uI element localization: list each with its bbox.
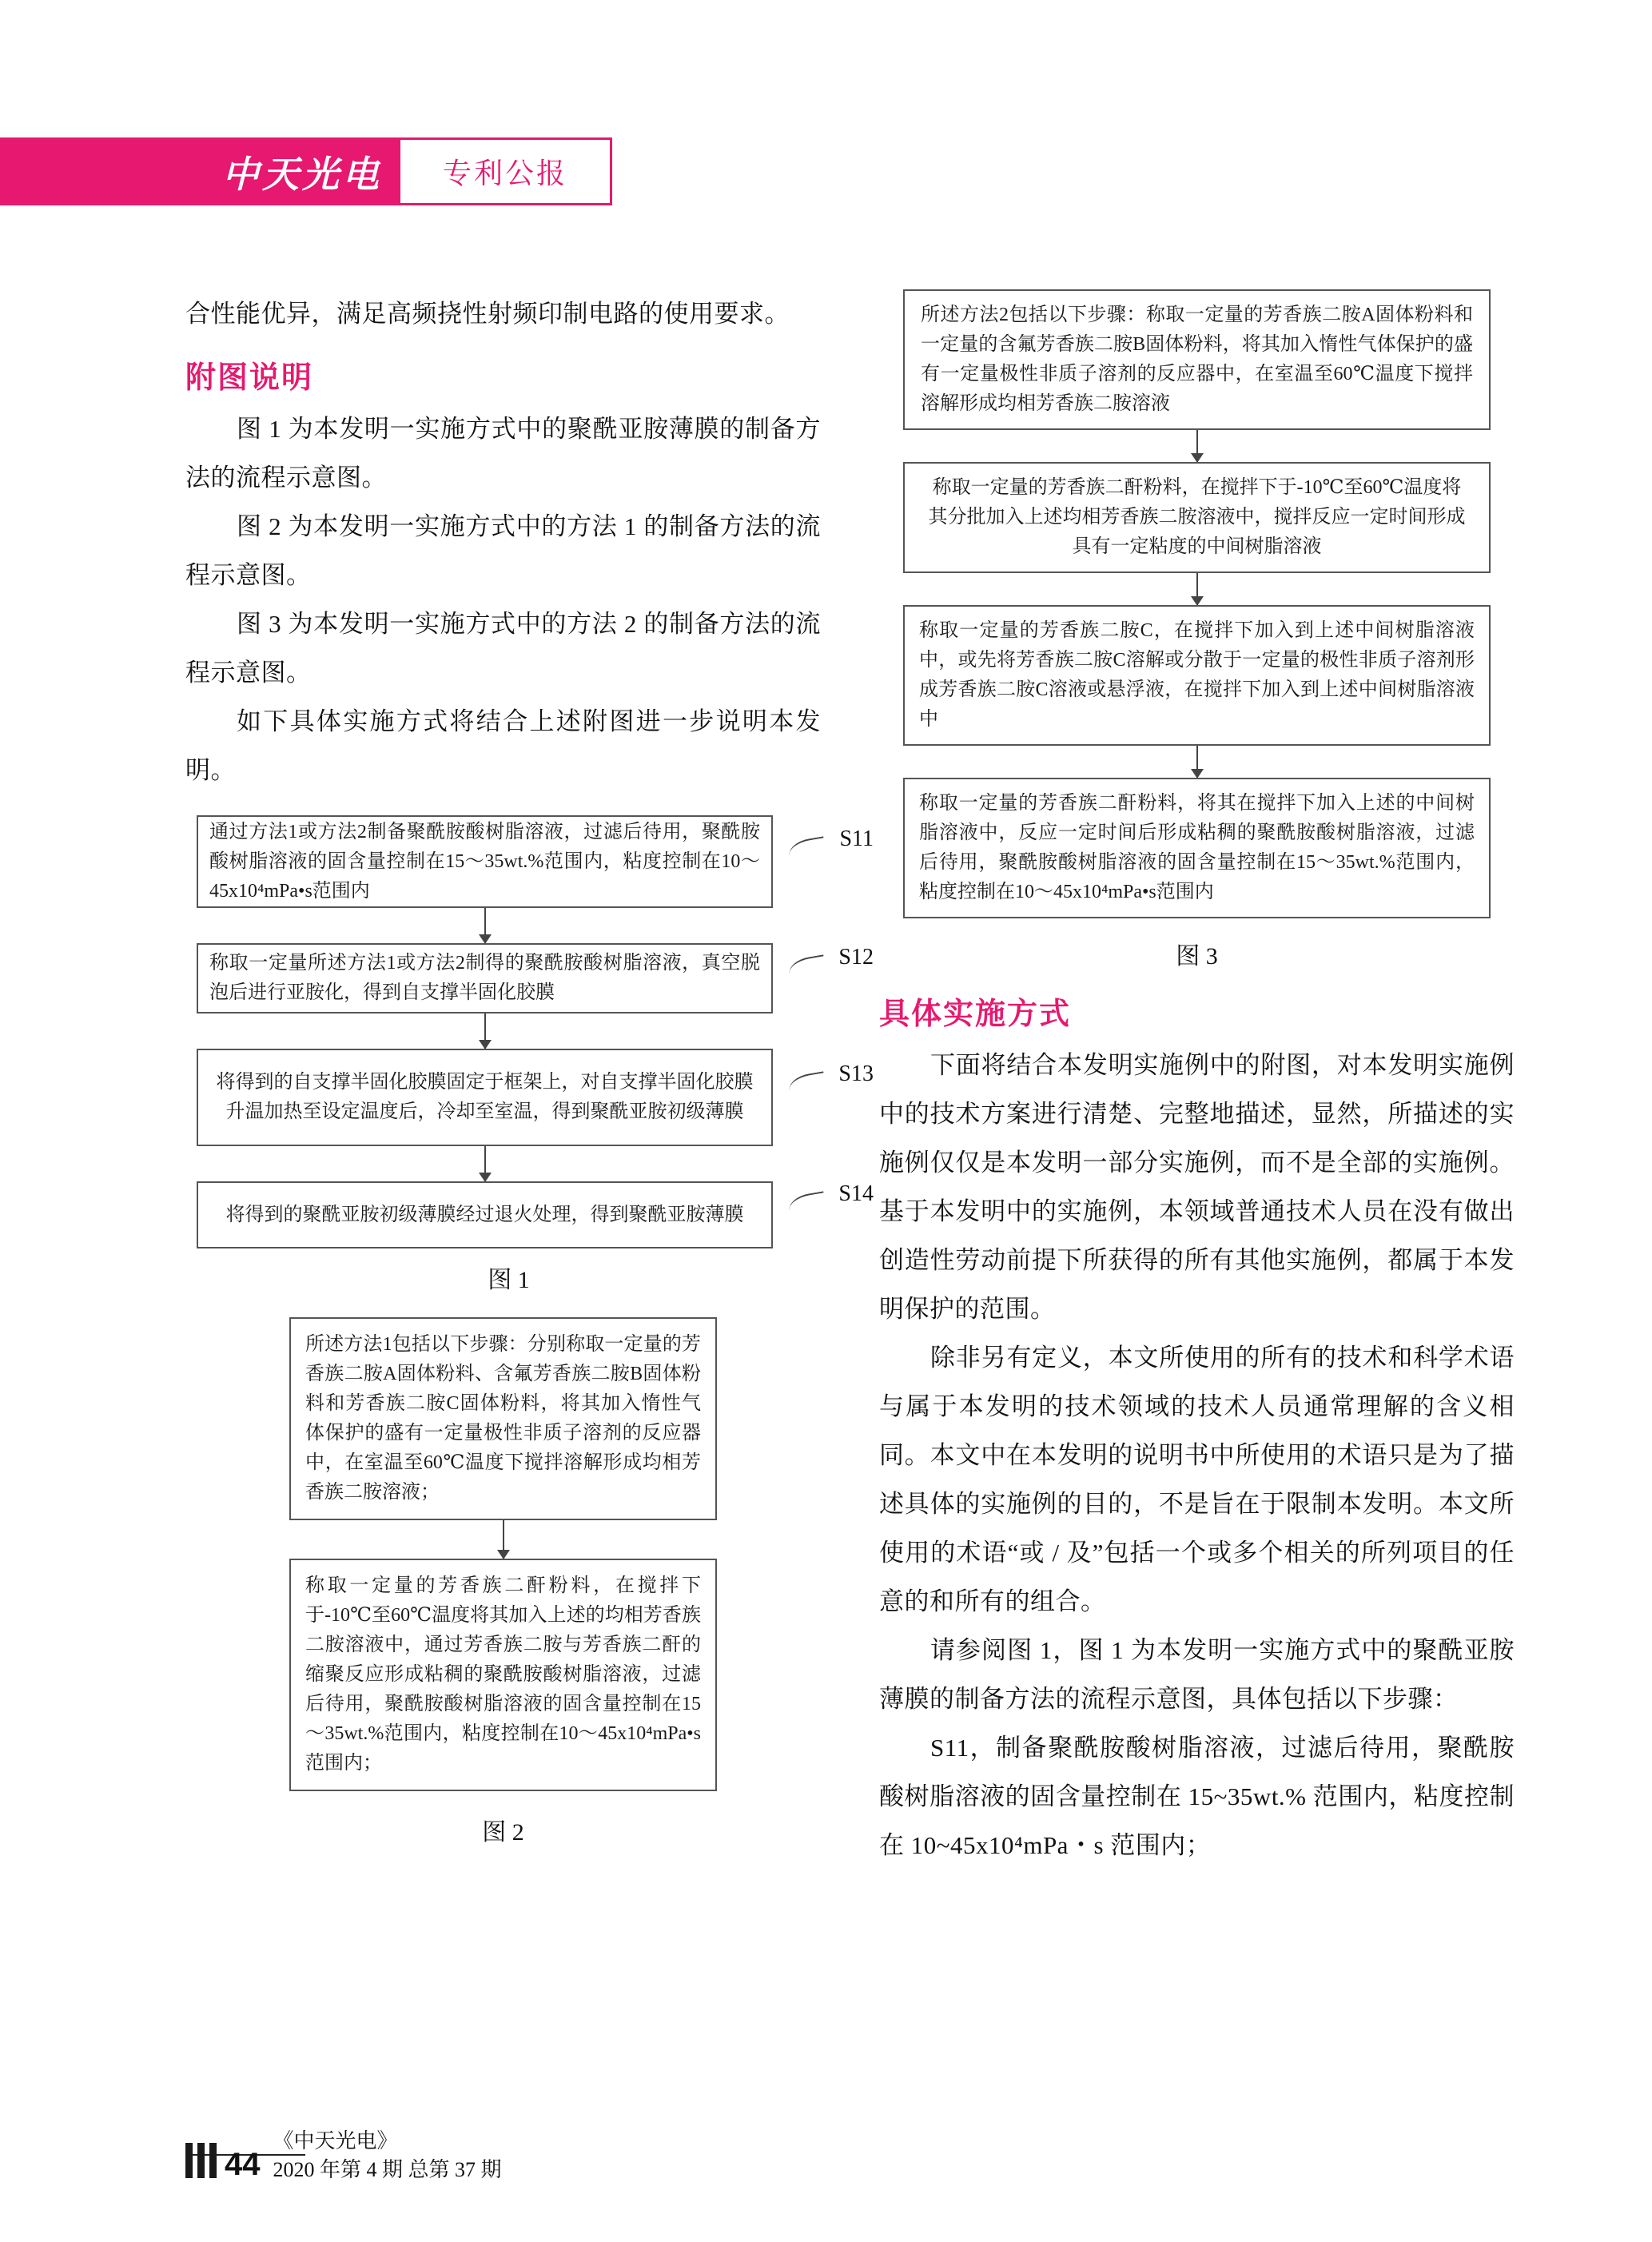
leader-line-s11 bbox=[787, 836, 827, 865]
flow-arrow bbox=[1196, 573, 1198, 605]
figure3-step-1 bbox=[903, 289, 1491, 430]
figure1-step-s12 bbox=[197, 943, 773, 1013]
page-footer bbox=[185, 2127, 502, 2184]
leader-line-s14 bbox=[787, 1191, 827, 1220]
footer-journal-name: 《中天光电》 bbox=[273, 2129, 398, 2152]
figure1-step-s13-text: 将得到的自支撑半固化胶膜固定于框架上，对自支撑半固化胶膜升温加热至设定温度后，冷却至室温，得到聚酰亚胺初级薄膜 bbox=[216, 1072, 754, 1122]
figure1-step-s14 bbox=[197, 1181, 773, 1248]
figure1-step-s14-text: 将得到的聚酰亚胺初级薄膜经过退火处理，得到聚酰亚胺薄膜 bbox=[225, 1204, 744, 1225]
figure3-step-2 bbox=[903, 462, 1491, 573]
figure1-step-s11 bbox=[197, 815, 773, 908]
figure-2 bbox=[185, 1317, 821, 1847]
footer-bars-decoration bbox=[185, 2143, 217, 2184]
left-column bbox=[185, 289, 874, 1847]
figure3-step-2-text: 称取一定量的芳香族二酐粉料，在搅拌下于-10℃至60℃温度将其分批加入上述均相芳香族二胺溶液中，搅拌反应一定时间形成具有一定粘度的中间树脂溶液 bbox=[928, 477, 1466, 557]
flow-arrow bbox=[503, 1520, 504, 1559]
embodiment-paragraph-4: S11，制备聚酰胺酸树脂溶液，过滤后待用，聚酰胺酸树脂溶液的固含量控制在 15~35wt.% 范围内，粘度控制在 10~45x10⁴mPa・s 范围内； bbox=[879, 1734, 1515, 1859]
figure3-step-1-text: 所述方法2包括以下步骤：称取一定量的芳香族二胺A固体粉料和一定量的含氟芳香族二胺B固体粉料，将其加入惰性气体保护的盛有一定量极性非质子溶剂的反应器中，在室温至60℃温度下搅拌溶解形成均相芳香族二胺溶液 bbox=[921, 305, 1473, 414]
figure3-step-4 bbox=[903, 778, 1491, 918]
brand-band bbox=[0, 137, 400, 205]
figure3-step-3 bbox=[903, 605, 1491, 746]
flow-arrow bbox=[1196, 746, 1198, 778]
section-heading-embodiments: 具体实施方式 bbox=[879, 998, 1072, 1031]
flow-arrow bbox=[484, 1013, 486, 1049]
figure2-step-1 bbox=[289, 1317, 717, 1520]
embodiment-paragraph-2: 除非另有定义，本文所使用的所有的技术和科学术语与属于本发明的技术领域的技术人员通常理解的含义相同。本文中在本发明的说明书中所使用的术语只是为了描述具体的实施例的目的，不是旨在于限制本发明。本文所使用的术语“或 / 及”包括一个或多个相关的所列项目的任意的和所有的组合。 bbox=[879, 1344, 1515, 1615]
flow-arrow bbox=[484, 908, 486, 943]
figure1-caption: 图 1 bbox=[488, 1267, 530, 1293]
figure3-step-3-text: 称取一定量的芳香族二胺C，在搅拌下加入到上述中间树脂溶液中，或先将芳香族二胺C溶解或分散于一定量的极性非质子溶剂形成芳香族二胺C溶液或悬浮液，在搅拌下加入到上述中间树脂溶液中 bbox=[919, 620, 1475, 730]
figure1-step-s12-text: 称取一定量所述方法1或方法2制得的聚酰胺酸树脂溶液，真空脱泡后进行亚胺化，得到自支撑半固化胶膜 bbox=[209, 953, 760, 1003]
figure1-step-tag-s13: S13 bbox=[838, 1061, 874, 1086]
page-header bbox=[0, 137, 615, 205]
figure-desc-3: 图 3 为本发明一实施方式中的方法 2 的制备方法的流程示意图。 bbox=[185, 610, 821, 687]
lead-paragraph: 合性能优异，满足高频挠性射频印制电路的使用要求。 bbox=[185, 300, 790, 328]
leader-line-s13 bbox=[787, 1071, 827, 1100]
figure3-step-4-text: 称取一定量的芳香族二酐粉料，将其在搅拌下加入上述的中间树脂溶液中，反应一定时间后形成粘稠的聚酰胺酸树脂溶液，过滤后待用，聚酰胺酸树脂溶液的固含量控制在15～35wt.%范围内，粘度控制在10～45x10⁴mPa•s范围内 bbox=[919, 793, 1475, 902]
section-heading-figures: 附图说明 bbox=[185, 361, 314, 395]
figure1-step-s13 bbox=[197, 1049, 773, 1146]
figure1-step-tag-s11: S11 bbox=[839, 826, 874, 851]
footer-meta bbox=[273, 2127, 502, 2184]
figure-desc-2: 图 2 为本发明一实施方式中的方法 1 的制备方法的流程示意图。 bbox=[185, 512, 821, 589]
figure1-step-tag-s14: S14 bbox=[838, 1181, 874, 1206]
figure-1 bbox=[185, 815, 874, 1295]
figure3-caption: 图 3 bbox=[1176, 943, 1218, 970]
embodiment-paragraph-1: 下面将结合本发明实施例中的附图，对本发明实施例中的技术方案进行清楚、完整地描述，显然，所描述的实施例仅仅是本发明一部分实施例，而不是全部的实施例。基于本发明中的实施例，本领域普通技术人员在没有做出创造性劳动前提下所获得的所有其他实施例，都属于本发明保护的范围。 bbox=[879, 1051, 1515, 1323]
figure1-step-s11-text: 通过方法1或方法2制备聚酰胺酸树脂溶液，过滤后待用，聚酰胺酸树脂溶液的固含量控制在15～35wt.%范围内，粘度控制在10～45x10⁴mPa•s范围内 bbox=[209, 821, 760, 902]
footer-issue: 2020 年第 4 期 总第 37 期 bbox=[273, 2158, 502, 2181]
right-column bbox=[879, 289, 1515, 1870]
brand-logo-text: 中天光电 bbox=[222, 152, 382, 196]
embodiment-paragraph-3: 请参阅图 1，图 1 为本发明一实施方式中的聚酰亚胺薄膜的制备方法的流程示意图，具体包括以下步骤： bbox=[879, 1636, 1515, 1713]
figure2-step-1-text: 所述方法1包括以下步骤：分别称取一定量的芳香族二胺A固体粉料、含氟芳香族二胺B固体粉料和芳香族二胺C固体粉料，将其加入惰性气体保护的盛有一定量极性非质子溶剂的反应器中，在室温至60℃温度下搅拌溶解形成均相芳香族二胺溶液； bbox=[305, 1334, 701, 1503]
figure2-caption: 图 2 bbox=[482, 1819, 524, 1846]
leader-line-s12 bbox=[787, 954, 827, 983]
page-number: 44 bbox=[225, 2147, 261, 2182]
publication-tag-label: 专利公报 bbox=[442, 157, 567, 189]
figure2-step-2-text: 称取一定量的芳香族二酐粉料，在搅拌下于-10℃至60℃温度将其加入上述的均相芳香族二胺溶液中，通过芳香族二胺与芳香族二酐的缩聚反应形成粘稠的聚酰胺酸树脂溶液，过滤后待用，聚酰胺酸树脂溶液的固含量控制在15～35wt.%范围内，粘度控制在10～45x10⁴mPa•s范围内； bbox=[305, 1575, 701, 1774]
figure-desc-4: 如下具体实施方式将结合上述附图进一步说明本发明。 bbox=[185, 707, 821, 784]
flow-arrow bbox=[1196, 430, 1198, 462]
figure1-step-tag-s12: S12 bbox=[838, 945, 874, 970]
figure-3 bbox=[879, 289, 1515, 971]
figure2-step-2 bbox=[289, 1559, 717, 1791]
flow-arrow bbox=[484, 1146, 486, 1181]
figure-desc-1: 图 1 为本发明一实施方式中的聚酰亚胺薄膜的制备方法的流程示意图。 bbox=[185, 415, 821, 492]
publication-tag bbox=[398, 137, 612, 205]
